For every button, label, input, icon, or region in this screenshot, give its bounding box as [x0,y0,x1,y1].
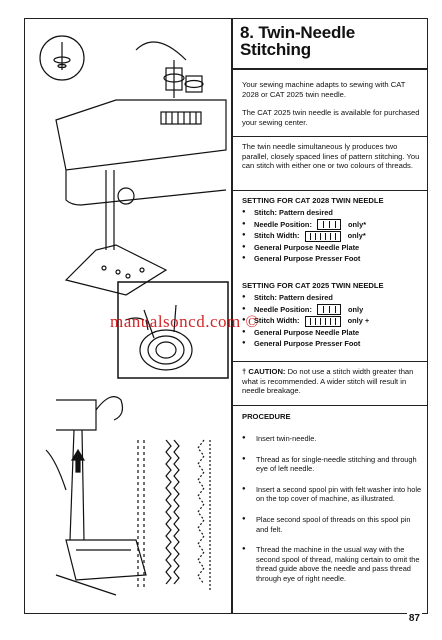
watermark: manualsoncd.com © [110,312,259,331]
needle-position-icon [317,304,341,315]
description-paragraph: The twin needle simultaneous ly produces two parallel, closely spaced lines of pattern stitching. You can stitch with either one or two colours of threads. [242,142,420,171]
procedure-heading: PROCEDURE [242,412,291,421]
setting-2028-needle-position: ● Needle Position: only* [242,219,422,231]
procedure-step: ● Place second spool of threads on this spool pin and felt. [242,515,422,534]
divider [232,136,427,137]
section-title [240,24,422,68]
setting-2025-stitch-width: ● Stitch Width: only + [242,315,422,327]
intro-paragraph-2: The CAT 2025 twin needle is available for purchased your sewing center. [242,108,420,127]
page-number: 87 [408,613,420,624]
setting-2025-needle-position: ● Needle Position: only [242,304,422,316]
divider [232,361,427,362]
caution-text: Do not use a stitch width greater than what is recommended. A wider stitch will result in needle breakage. [242,367,414,396]
setting-2028-heading: SETTING FOR CAT 2028 TWIN NEEDLE [242,196,384,205]
procedure-step: ● Thread the machine in the usual way with the second spool of thread, making certain to omit the thread guide above the needle and pass thread through eye of right needle. [242,545,422,583]
setting-2025-foot: ● General Purpose Presser Foot [242,338,422,350]
machine-top [56,100,226,170]
stitch-width-icon [305,231,341,242]
section-number: 8. [240,23,254,42]
setting-2028-plate: ● General Purpose Needle Plate [242,242,422,254]
setting-2028-foot: ● General Purpose Presser Foot [242,253,422,265]
setting-2025-heading: SETTING FOR CAT 2025 TWIN NEEDLE [242,281,384,290]
intro-paragraph-1: Your sewing machine adapts to sewing with CAT 2028 or CAT 2025 twin needle. [242,80,406,99]
stitch-samples [138,440,210,590]
caution-label: † CAUTION: [242,367,286,376]
divider [232,405,427,406]
setting-2028-stitch: ● Stitch: Pattern desired [242,207,422,219]
procedure-step: ● Thread as for single-needle stitching and through eye of left needle. [242,455,422,474]
procedure-block [242,412,422,595]
setting-2025-plate: ● General Purpose Needle Plate [242,327,422,339]
section-title-line2: Stitching [240,40,311,59]
stitch-width-icon [305,316,341,327]
intro-block [242,80,422,127]
title-divider [232,68,427,70]
section-title-line1: Twin-Needle [258,23,355,42]
divider [232,190,427,191]
procedure-step: ● Insert a second spool pin with felt washer into hole on the top cover of machine, as illustrated. [242,485,422,504]
description-block [242,142,422,171]
caution-block [242,367,422,396]
needle-position-icon [317,219,341,230]
setting-2028-block [242,196,422,265]
setting-2025-block [242,281,422,350]
setting-2028-stitch-width: ● Stitch Width: only* [242,230,422,242]
procedure-step: ● Insert twin-needle. [242,434,422,444]
setting-2025-stitch: ● Stitch: Pattern desired [242,292,422,304]
